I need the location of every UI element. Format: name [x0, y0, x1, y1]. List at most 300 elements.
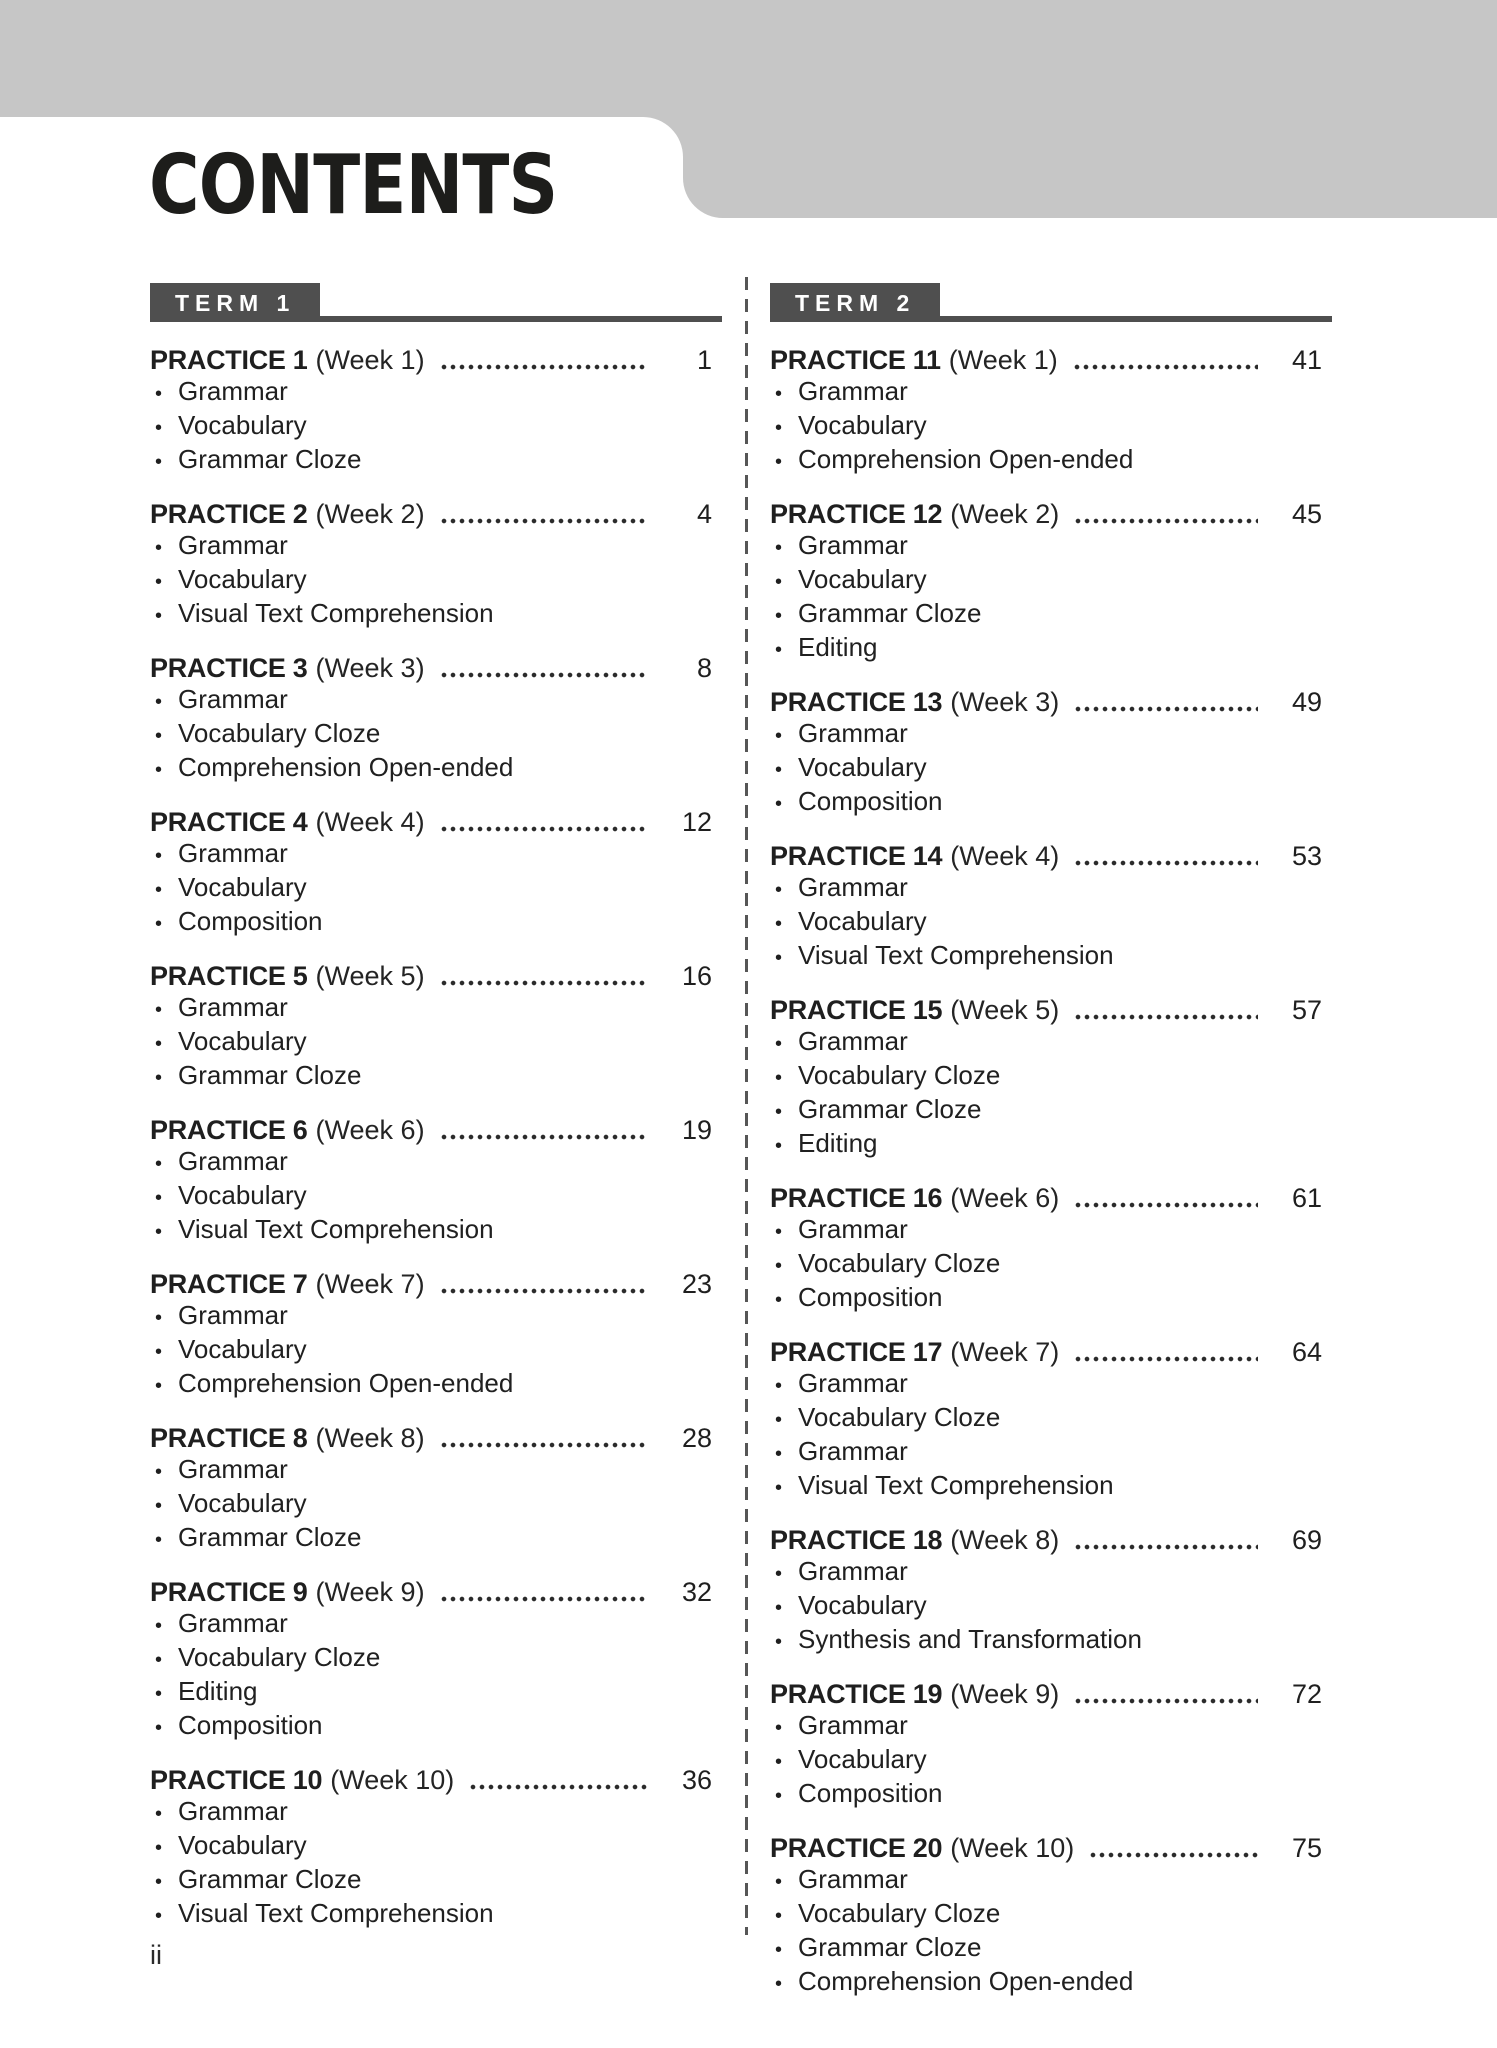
topic-item [150, 376, 722, 410]
bullet-icon: • [775, 1751, 783, 1773]
topic-item [770, 598, 1332, 632]
practice-week: (Week 1) [948, 345, 1058, 375]
bullet-icon: • [775, 1939, 783, 1961]
bullet-icon: • [155, 571, 163, 593]
practice-row [770, 1183, 1332, 1214]
practice-week: (Week 4) [315, 807, 425, 837]
topic-item [150, 992, 722, 1026]
topic-list [150, 684, 722, 786]
practice-entry [770, 687, 1332, 820]
topic-item [770, 1248, 1332, 1282]
practice-name: PRACTICE 8 [150, 1423, 308, 1453]
practice-week: (Week 7) [315, 1269, 425, 1299]
topic-label: Vocabulary [178, 564, 307, 594]
practice-week: (Week 5) [950, 995, 1060, 1025]
dotted-leader [1075, 1356, 1258, 1362]
term-header [770, 283, 1332, 322]
practice-week: (Week 9) [315, 1577, 425, 1607]
topic-list [770, 530, 1332, 666]
practice-row [770, 499, 1332, 530]
topic-label: Grammar [178, 1796, 288, 1826]
topic-item [150, 410, 722, 444]
bullet-icon: • [155, 1461, 163, 1483]
practice-name: PRACTICE 16 [770, 1183, 943, 1213]
bullet-icon: • [155, 691, 163, 713]
topic-item [770, 1778, 1332, 1812]
topic-item [150, 1214, 722, 1248]
dotted-leader [1075, 1544, 1258, 1550]
topic-item [770, 1864, 1332, 1898]
bullet-icon: • [775, 1255, 783, 1277]
topic-label: Vocabulary [178, 410, 307, 440]
topic-item [770, 718, 1332, 752]
topic-item [150, 1146, 722, 1180]
practice-week: (Week 6) [315, 1115, 425, 1145]
topic-label: Vocabulary Cloze [178, 718, 381, 748]
bullet-icon: • [775, 451, 783, 473]
topic-label: Grammar [178, 1146, 288, 1176]
topic-label: Grammar [798, 1436, 908, 1466]
topic-item [150, 1300, 722, 1334]
topic-item [150, 906, 722, 940]
bullet-icon: • [775, 913, 783, 935]
practice-name: PRACTICE 17 [770, 1337, 943, 1367]
practice-row [770, 345, 1332, 376]
topic-list [770, 1556, 1332, 1658]
practice-name: PRACTICE 2 [150, 499, 308, 529]
topic-label: Grammar [798, 1556, 908, 1586]
bullet-icon: • [155, 1375, 163, 1397]
topic-item [770, 376, 1332, 410]
bullet-icon: • [775, 1221, 783, 1243]
topic-list [770, 872, 1332, 974]
bullet-icon: • [775, 947, 783, 969]
practice-page-number: 32 [681, 1577, 712, 1607]
topic-item [770, 1590, 1332, 1624]
topic-item [770, 1710, 1332, 1744]
bullet-icon: • [775, 1973, 783, 1995]
topic-list [150, 530, 722, 632]
bullet-icon: • [155, 417, 163, 439]
practice-entry [770, 1833, 1332, 2000]
topic-list [770, 376, 1332, 478]
topic-item [150, 1334, 722, 1368]
bullet-icon: • [775, 417, 783, 439]
practice-row [770, 1337, 1332, 1368]
topic-item [770, 752, 1332, 786]
topic-item [770, 1624, 1332, 1658]
bullet-icon: • [775, 571, 783, 593]
practice-row [150, 1423, 722, 1454]
bullet-icon: • [775, 639, 783, 661]
bullet-icon: • [775, 1033, 783, 1055]
topic-label: Visual Text Comprehension [178, 1214, 494, 1244]
practice-name: PRACTICE 3 [150, 653, 308, 683]
dotted-leader [1074, 364, 1258, 370]
topic-item [770, 1556, 1332, 1590]
bullet-icon: • [155, 1649, 163, 1671]
topic-list [150, 992, 722, 1094]
dotted-leader [441, 1134, 648, 1140]
topic-item [770, 530, 1332, 564]
topic-label: Visual Text Comprehension [798, 1470, 1114, 1500]
topic-label: Grammar [178, 530, 288, 560]
bullet-icon: • [775, 537, 783, 559]
topic-label: Composition [798, 786, 943, 816]
term-1-column [150, 283, 722, 1953]
topic-label: Visual Text Comprehension [798, 940, 1114, 970]
bullet-icon: • [775, 1563, 783, 1585]
bullet-icon: • [155, 1033, 163, 1055]
practice-entry [150, 1765, 722, 1932]
topic-list [770, 1368, 1332, 1504]
bullet-icon: • [155, 451, 163, 473]
topic-item [770, 410, 1332, 444]
topic-label: Grammar [178, 838, 288, 868]
topic-item [150, 1830, 722, 1864]
practice-name: PRACTICE 4 [150, 807, 308, 837]
topic-item [770, 1436, 1332, 1470]
topic-label: Vocabulary [178, 1334, 307, 1364]
bullet-icon: • [155, 1717, 163, 1739]
topic-item [770, 1932, 1332, 1966]
topic-label: Vocabulary Cloze [798, 1402, 1001, 1432]
topic-item [770, 564, 1332, 598]
practice-page-number: 23 [681, 1269, 712, 1299]
practice-row [150, 1115, 722, 1146]
topic-item [150, 1368, 722, 1402]
topic-list [150, 1300, 722, 1402]
practice-page-number: 36 [681, 1765, 712, 1795]
topic-item [770, 786, 1332, 820]
topic-list [770, 1026, 1332, 1162]
topic-label: Grammar [178, 1608, 288, 1638]
practice-row [150, 345, 722, 376]
bullet-icon: • [775, 1905, 783, 1927]
topic-label: Vocabulary [178, 1026, 307, 1056]
practice-row [150, 807, 722, 838]
topic-label: Grammar [798, 1864, 908, 1894]
topic-label: Grammar [178, 684, 288, 714]
bullet-icon: • [155, 1905, 163, 1927]
topic-list [150, 1454, 722, 1556]
dotted-leader [1075, 518, 1258, 524]
bullet-icon: • [155, 913, 163, 935]
bullet-icon: • [155, 1837, 163, 1859]
dotted-leader [441, 826, 648, 832]
topic-label: Grammar [178, 1454, 288, 1484]
topic-label: Vocabulary [798, 1744, 927, 1774]
bullet-icon: • [775, 793, 783, 815]
bullet-icon: • [155, 879, 163, 901]
dotted-leader [441, 980, 648, 986]
topic-label: Vocabulary [798, 1590, 927, 1620]
practice-row [150, 961, 722, 992]
practice-name: PRACTICE 19 [770, 1679, 943, 1709]
practice-week: (Week 2) [950, 499, 1060, 529]
topic-item [150, 1676, 722, 1710]
dotted-leader [1090, 1852, 1258, 1858]
topic-list [150, 376, 722, 478]
topic-label: Visual Text Comprehension [178, 598, 494, 628]
topic-label: Grammar [178, 376, 288, 406]
topic-label: Vocabulary Cloze [798, 1898, 1001, 1928]
practice-row [770, 1833, 1332, 1864]
topic-item [770, 1026, 1332, 1060]
topic-list [770, 1214, 1332, 1316]
topic-label: Comprehension Open-ended [798, 444, 1134, 474]
topic-label: Editing [798, 1128, 878, 1158]
practice-row [150, 653, 722, 684]
page-title: CONTENTS [149, 138, 558, 233]
bullet-icon: • [155, 1187, 163, 1209]
practice-page-number: 49 [1291, 687, 1322, 717]
topic-label: Grammar [798, 1710, 908, 1740]
topic-item [150, 564, 722, 598]
practice-row [150, 499, 722, 530]
column-divider [745, 277, 748, 1935]
practice-page-number: 19 [681, 1115, 712, 1145]
bullet-icon: • [775, 605, 783, 627]
topic-label: Grammar [798, 1214, 908, 1244]
practice-page-number: 61 [1291, 1183, 1322, 1213]
topic-item [150, 1180, 722, 1214]
dotted-leader [441, 1596, 648, 1602]
practice-entry [150, 345, 722, 478]
practice-page-number: 4 [696, 499, 712, 529]
topic-item [770, 444, 1332, 478]
topic-list [150, 1146, 722, 1248]
topic-label: Grammar [798, 376, 908, 406]
bullet-icon: • [775, 383, 783, 405]
topic-item [150, 1864, 722, 1898]
bullet-icon: • [775, 1409, 783, 1431]
topic-label: Grammar [798, 1026, 908, 1056]
bullet-icon: • [155, 999, 163, 1021]
practice-entry [770, 1183, 1332, 1316]
practice-row [150, 1269, 722, 1300]
bullet-icon: • [775, 759, 783, 781]
practice-week: (Week 4) [950, 841, 1060, 871]
topic-item [770, 906, 1332, 940]
bullet-icon: • [155, 1871, 163, 1893]
topic-item [150, 718, 722, 752]
term-label: TERM 2 [770, 283, 940, 322]
topic-list [150, 838, 722, 940]
practice-page-number: 41 [1291, 345, 1322, 375]
practice-name: PRACTICE 1 [150, 345, 308, 375]
topic-item [150, 1522, 722, 1556]
practice-page-number: 75 [1291, 1833, 1322, 1863]
bullet-icon: • [775, 1871, 783, 1893]
bullet-icon: • [155, 1529, 163, 1551]
bullet-icon: • [775, 1135, 783, 1157]
practice-page-number: 28 [681, 1423, 712, 1453]
topic-label: Synthesis and Transformation [798, 1624, 1142, 1654]
practice-entry [150, 1269, 722, 1402]
topic-item [770, 632, 1332, 666]
practice-page-number: 57 [1291, 995, 1322, 1025]
practice-name: PRACTICE 7 [150, 1269, 308, 1299]
practice-page-number: 72 [1291, 1679, 1322, 1709]
dotted-leader [1075, 1698, 1258, 1704]
topic-label: Composition [798, 1778, 943, 1808]
practice-week: (Week 3) [950, 687, 1060, 717]
topic-item [770, 1402, 1332, 1436]
topic-item [770, 1214, 1332, 1248]
practice-week: (Week 5) [315, 961, 425, 991]
practice-name: PRACTICE 5 [150, 961, 308, 991]
topic-label: Grammar Cloze [798, 1932, 982, 1962]
practice-page-number: 8 [696, 653, 712, 683]
bullet-icon: • [155, 383, 163, 405]
dotted-leader [1075, 1202, 1258, 1208]
topic-label: Grammar Cloze [178, 444, 362, 474]
topic-item [150, 1608, 722, 1642]
topic-item [770, 1282, 1332, 1316]
topic-item [150, 1060, 722, 1094]
practice-name: PRACTICE 15 [770, 995, 943, 1025]
term-2-column [770, 283, 1332, 2021]
practice-row [770, 687, 1332, 718]
practice-name: PRACTICE 10 [150, 1765, 323, 1795]
topic-item [770, 1094, 1332, 1128]
topic-item [770, 1060, 1332, 1094]
practice-page-number: 12 [681, 807, 712, 837]
topic-item [150, 838, 722, 872]
bullet-icon: • [775, 1375, 783, 1397]
topic-label: Grammar [178, 992, 288, 1022]
topic-label: Grammar [798, 718, 908, 748]
topic-item [150, 1026, 722, 1060]
practice-row [770, 995, 1332, 1026]
dotted-leader [1075, 706, 1258, 712]
practice-entry [770, 1525, 1332, 1658]
practice-entry [770, 499, 1332, 666]
topic-label: Vocabulary [798, 564, 927, 594]
topic-list [770, 1864, 1332, 2000]
practice-page-number: 45 [1291, 499, 1322, 529]
topic-item [150, 752, 722, 786]
topic-label: Grammar [798, 872, 908, 902]
topic-list [770, 1710, 1332, 1812]
practice-page-number: 16 [681, 961, 712, 991]
topic-label: Visual Text Comprehension [178, 1898, 494, 1928]
practice-page-number: 64 [1291, 1337, 1322, 1367]
topic-item [150, 444, 722, 478]
topic-item [150, 1710, 722, 1744]
bullet-icon: • [775, 879, 783, 901]
practice-week: (Week 3) [315, 653, 425, 683]
dotted-leader [1075, 860, 1258, 866]
topic-label: Vocabulary [798, 410, 927, 440]
practice-row [770, 1679, 1332, 1710]
bullet-icon: • [775, 1443, 783, 1465]
topic-list [150, 1608, 722, 1744]
practice-row [150, 1765, 722, 1796]
topic-item [150, 684, 722, 718]
practice-name: PRACTICE 13 [770, 687, 943, 717]
practice-week: (Week 6) [950, 1183, 1060, 1213]
practice-name: PRACTICE 9 [150, 1577, 308, 1607]
practice-week: (Week 10) [950, 1833, 1075, 1863]
practice-week: (Week 2) [315, 499, 425, 529]
practice-week: (Week 7) [950, 1337, 1060, 1367]
practice-name: PRACTICE 6 [150, 1115, 308, 1145]
topic-item [150, 598, 722, 632]
topic-label: Grammar [798, 1368, 908, 1398]
practice-name: PRACTICE 14 [770, 841, 943, 871]
topic-item [770, 940, 1332, 974]
topic-item [150, 1454, 722, 1488]
topic-label: Vocabulary [178, 872, 307, 902]
term-label: TERM 1 [150, 283, 320, 322]
topic-label: Vocabulary [178, 1830, 307, 1860]
bullet-icon: • [775, 1717, 783, 1739]
topic-label: Editing [178, 1676, 258, 1706]
topic-item [770, 1898, 1332, 1932]
topic-label: Grammar Cloze [178, 1864, 362, 1894]
practice-week: (Week 8) [315, 1423, 425, 1453]
bullet-icon: • [155, 845, 163, 867]
bullet-icon: • [155, 1307, 163, 1329]
practice-entry [150, 499, 722, 632]
bullet-icon: • [775, 1101, 783, 1123]
topic-label: Vocabulary [178, 1180, 307, 1210]
topic-list [770, 718, 1332, 820]
practice-name: PRACTICE 12 [770, 499, 943, 529]
bullet-icon: • [775, 1477, 783, 1499]
practice-entry [150, 1577, 722, 1744]
topic-label: Comprehension Open-ended [178, 752, 514, 782]
practice-entry [770, 1337, 1332, 1504]
practice-name: PRACTICE 11 [770, 345, 941, 375]
topic-item [150, 530, 722, 564]
practice-entry [770, 995, 1332, 1162]
bullet-icon: • [775, 1289, 783, 1311]
bullet-icon: • [155, 1495, 163, 1517]
topic-label: Grammar [178, 1300, 288, 1330]
topic-label: Composition [798, 1282, 943, 1312]
practice-entry [770, 345, 1332, 478]
bullet-icon: • [155, 1153, 163, 1175]
topic-label: Composition [178, 906, 323, 936]
dotted-leader [441, 1442, 648, 1448]
bullet-icon: • [155, 759, 163, 781]
practice-week: (Week 10) [330, 1765, 455, 1795]
bullet-icon: • [155, 1683, 163, 1705]
topic-label: Vocabulary Cloze [178, 1642, 381, 1672]
topic-item [150, 872, 722, 906]
topic-item [150, 1796, 722, 1830]
topic-item [770, 872, 1332, 906]
practice-week: (Week 9) [950, 1679, 1060, 1709]
bullet-icon: • [155, 1615, 163, 1637]
topic-label: Comprehension Open-ended [178, 1368, 514, 1398]
topic-label: Grammar Cloze [798, 598, 982, 628]
practice-name: PRACTICE 20 [770, 1833, 943, 1863]
topic-item [770, 1744, 1332, 1778]
dotted-leader [470, 1784, 648, 1790]
bullet-icon: • [155, 1067, 163, 1089]
bullet-icon: • [775, 725, 783, 747]
dotted-leader [1075, 1014, 1258, 1020]
dotted-leader [441, 672, 648, 678]
topic-label: Grammar Cloze [178, 1060, 362, 1090]
term-header [150, 283, 722, 322]
topic-label: Grammar Cloze [178, 1522, 362, 1552]
bullet-icon: • [155, 725, 163, 747]
